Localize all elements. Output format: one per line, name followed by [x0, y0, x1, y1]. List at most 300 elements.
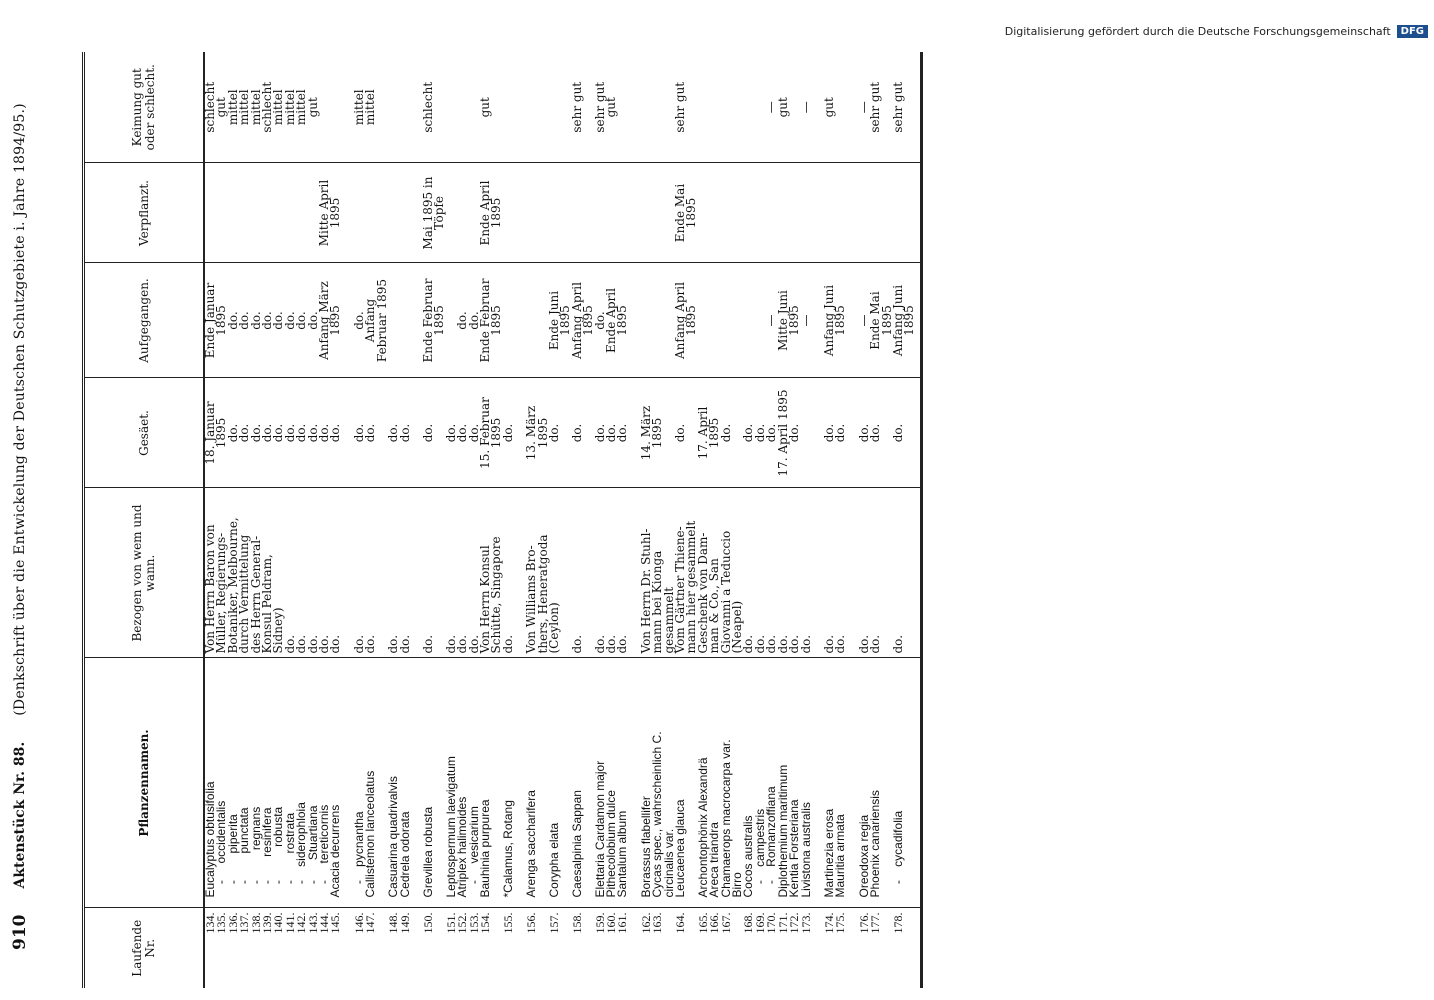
table-cell: [709, 263, 720, 378]
table-cell: Anfang: [365, 263, 376, 378]
table-cell: *Calamus, Rotang: [503, 658, 514, 908]
table-cell: gut: [821, 97, 836, 118]
table-cell: 17. April: [698, 378, 709, 488]
table-cell: do.: [801, 488, 812, 658]
table-cell: do.: [503, 378, 514, 488]
table-cell: Borassus flabellifer: [641, 658, 652, 908]
table-cell: do.: [457, 378, 468, 488]
table-row: [617, 52, 628, 988]
table-cell: (Neapel): [732, 488, 743, 658]
table-cell: 174.: [824, 908, 835, 988]
table-cell: 169.: [755, 908, 766, 988]
table-cell: Anfang April: [675, 263, 686, 378]
table-cell: [388, 52, 399, 163]
table-cell: do.: [330, 488, 341, 658]
table-cell: 167.: [721, 908, 732, 988]
table-header-row: [84, 52, 205, 988]
table-cell: [354, 163, 365, 263]
table-cell: Von Herrn Dr. Stuhl-: [641, 488, 652, 658]
digitization-text: Digitalisierung gefördert durch die Deutsche Forschungsgemeinschaft: [1004, 24, 1391, 38]
table-cell: mittel: [271, 89, 286, 126]
table-cell: do.: [870, 378, 881, 488]
table-cell: [503, 52, 514, 163]
table-row: [801, 52, 812, 988]
table-cell: [388, 263, 399, 378]
table-cell: Von Herrn Baron von: [204, 488, 216, 658]
table-cell: do.: [228, 263, 239, 378]
table-cell: do.: [308, 263, 319, 378]
table-cell: [526, 163, 537, 263]
table-cell: do.: [319, 488, 330, 658]
column-header: Aufgegangen.: [84, 263, 205, 378]
table-cell: [904, 163, 921, 263]
table-cell: do.: [365, 488, 376, 658]
table-cell: do.: [251, 378, 262, 488]
table-cell: do.: [893, 378, 904, 488]
table-cell: [377, 52, 388, 163]
table-cell: 158.: [572, 908, 583, 988]
table-cell: 1895: [330, 263, 341, 378]
table-cell: [652, 263, 663, 378]
table-cell: [514, 52, 526, 163]
table-cell: 1895: [216, 378, 227, 488]
table-cell: [583, 488, 594, 658]
table-cell: sehr gut: [673, 81, 688, 133]
table-cell: Cedrela odorata: [400, 658, 411, 908]
table-cell: 177.: [870, 908, 881, 988]
table-cell: [904, 488, 921, 658]
table-cell: [882, 488, 893, 658]
table-cell: Ende Februar: [480, 263, 491, 378]
table-cell: 178.: [893, 908, 904, 988]
table-cell: - campestris: [755, 658, 766, 908]
table-cell: 163.: [652, 908, 663, 988]
table-cell: [549, 163, 560, 263]
table-cell: do.: [859, 378, 870, 488]
table-cell: 18. Januar: [204, 378, 216, 488]
table-cell: Santalum album: [617, 658, 628, 908]
table-cell: (Ceylon): [549, 488, 560, 658]
table-cell: gesammelt: [664, 488, 675, 658]
table-cell: Casuarina quadrivalvis: [388, 658, 399, 908]
table-cell: [595, 163, 606, 263]
table-cell: Livistona australis: [801, 658, 812, 908]
table-cell: [652, 52, 663, 163]
table-cell: [641, 52, 652, 163]
table-cell: 1895: [686, 163, 697, 263]
column-header: Pflanzennamen.: [84, 658, 205, 908]
table-cell: [893, 163, 904, 263]
aktenstueck-title: Aktenstück Nr. 88.: [12, 741, 28, 889]
table-cell: 165.: [698, 908, 709, 988]
table-cell: do.: [755, 488, 766, 658]
table-cell: 171.: [778, 908, 789, 988]
table-cell: gut: [775, 97, 790, 118]
table-cell: 135.: [216, 908, 227, 988]
table-cell: do.: [606, 488, 617, 658]
table-cell: [617, 163, 628, 263]
table-cell: 17. April 1895: [778, 378, 789, 488]
table-cell: Leptospermum laevigatum: [446, 658, 457, 908]
table-cell: Anfang Juni: [893, 263, 904, 378]
table-cell: 1895: [709, 378, 720, 488]
table-cell: Acacia decurrens: [330, 658, 341, 908]
table-cell: [365, 163, 376, 263]
table-cell: do.: [239, 378, 250, 488]
table-cell: 1895: [216, 263, 227, 378]
table-cell: do.: [595, 263, 606, 378]
table-cell: [572, 163, 583, 263]
table-cell: do.: [423, 378, 434, 488]
table-cell: man & Co., San: [709, 488, 720, 658]
table-cell: do.: [273, 378, 284, 488]
column-header: Verpflanzt.: [84, 163, 205, 263]
table-cell: do.: [789, 488, 800, 658]
table-cell: [778, 163, 789, 263]
table-row: [675, 52, 686, 988]
table-cell: mittel: [248, 89, 263, 126]
table-cell: [801, 163, 812, 263]
table-cell: sehr gut: [890, 81, 905, 133]
table-cell: do.: [743, 378, 754, 488]
table-cell: 164.: [675, 908, 686, 988]
table-cell: do.: [319, 378, 330, 488]
table-cell: [400, 52, 411, 163]
table-cell: do.: [228, 378, 239, 488]
table-cell: - piperita: [228, 658, 239, 908]
table-cell: [526, 263, 537, 378]
table-cell: do.: [296, 488, 307, 658]
table-cell: [709, 163, 720, 263]
table-cell: 139.: [262, 908, 273, 988]
table-cell: Elettaria Cardamon major: [595, 658, 606, 908]
table-cell: gut: [477, 97, 492, 118]
table-cell: mittel: [237, 89, 252, 126]
table-cell: 1895: [491, 378, 502, 488]
table-cell: 141.: [285, 908, 296, 988]
table-cell: [560, 163, 571, 263]
table-cell: do.: [273, 263, 284, 378]
table-cell: 134.: [204, 908, 216, 988]
table-cell: 156.: [526, 908, 537, 988]
table-cell: do.: [755, 378, 766, 488]
table-cell: [617, 52, 628, 163]
table-cell: [824, 163, 835, 263]
table-cell: [503, 263, 514, 378]
table-row: [572, 52, 583, 988]
table-cell: Mitte April: [319, 163, 330, 263]
table-cell: do.: [285, 378, 296, 488]
table-cell: [457, 52, 468, 163]
table-cell: Bauhinia purpurea: [480, 658, 491, 908]
table-cell: Callistemon lanceolatus: [365, 658, 376, 908]
table-cell: durch Vermittelung: [239, 488, 250, 658]
table-body: [204, 52, 921, 988]
table-cell: [342, 163, 354, 263]
table-cell: Ende Januar: [204, 263, 216, 378]
table-cell: 1895: [491, 163, 502, 263]
table-cell: [514, 263, 526, 378]
table-cell: 13. März: [526, 378, 537, 488]
table-cell: Kentia Forsteriana: [789, 658, 800, 908]
table-cell: [789, 163, 800, 263]
table-cell: 170.: [766, 908, 777, 988]
digitization-credit: [588, 20, 1428, 42]
table-cell: 138.: [251, 908, 262, 988]
table-cell: Mauritia armata: [835, 658, 846, 908]
table-cell: gut: [604, 97, 618, 118]
table-cell: - siderophloia: [296, 658, 307, 908]
table-cell: do.: [549, 378, 560, 488]
table-cell: [882, 163, 893, 263]
table-cell: sehr gut: [592, 81, 607, 133]
table-cell: do.: [469, 378, 480, 488]
table-cell: [434, 52, 445, 163]
table-cell: 153.: [469, 908, 480, 988]
table-cell: [446, 52, 457, 163]
table-cell: [629, 263, 641, 378]
table-cell: 149.: [400, 908, 411, 988]
table-cell: [721, 52, 732, 163]
table-cell: thers, Heneratgoda: [538, 488, 549, 658]
table-cell: do.: [835, 488, 846, 658]
table-cell: Sidney): [273, 488, 284, 658]
table-cell: [285, 163, 296, 263]
table-cell: Atriplex halimoides: [457, 658, 468, 908]
table-cell: Arenga saccharifera: [526, 658, 537, 908]
table-cell: Archontophönix Alexandrä: [698, 658, 709, 908]
table-cell: do.: [469, 488, 480, 658]
table-cell: [904, 378, 921, 488]
table-cell: [526, 52, 537, 163]
table-cell: [204, 163, 216, 263]
table-row: [893, 52, 904, 988]
table-cell: 1895: [789, 263, 800, 378]
table-cell: do.: [388, 378, 399, 488]
table-cell: [904, 52, 921, 163]
table-cell: - tereticornis: [319, 658, 330, 908]
table-cell: [801, 378, 812, 488]
table-cell: [538, 163, 549, 263]
table-cell: mann hier gesammelt: [686, 488, 697, 658]
table-cell: 147.: [365, 908, 376, 988]
table-cell: 157.: [549, 908, 560, 988]
table-cell: do.: [365, 378, 376, 488]
table-cell: Mai 1895 in: [423, 163, 434, 263]
table-cell: Phoenix canariensis: [870, 658, 881, 908]
table-cell: do.: [859, 488, 870, 658]
table-cell: [709, 52, 720, 163]
table-cell: Corypha elata: [549, 658, 560, 908]
table-cell: [686, 52, 697, 163]
table-cell: —: [801, 263, 812, 378]
table-cell: Februar 1895: [377, 263, 388, 378]
table-cell: Ende April: [606, 263, 617, 378]
table-cell: do.: [354, 488, 365, 658]
table-cell: [904, 908, 921, 988]
table-cell: do.: [766, 378, 777, 488]
table-cell: [319, 52, 330, 163]
table-cell: [766, 163, 777, 263]
table-row: [503, 52, 514, 988]
table-cell: 151.: [446, 908, 457, 988]
table-cell: 155.: [503, 908, 514, 988]
table-cell: schlecht: [260, 81, 275, 133]
table-cell: - robusta: [273, 658, 284, 908]
table-cell: [411, 488, 423, 658]
table-cell: 1895: [330, 163, 341, 263]
table-cell: 140.: [273, 908, 284, 988]
table-cell: [388, 163, 399, 263]
table-cell: —: [766, 263, 777, 378]
table-cell: do.: [870, 488, 881, 658]
table-cell: [560, 488, 571, 658]
table-cell: do.: [308, 488, 319, 658]
table-cell: 1895: [904, 263, 921, 378]
table-row: [330, 52, 341, 988]
table-cell: do.: [835, 378, 846, 488]
table-cell: do.: [595, 488, 606, 658]
table-cell: [629, 163, 641, 263]
table-cell: - Stuartiana: [308, 658, 319, 908]
table-cell: Martinezia erosa: [824, 658, 835, 908]
table-cell: - rostrata: [285, 658, 296, 908]
table-cell: do.: [893, 488, 904, 658]
table-cell: do.: [262, 378, 273, 488]
table-row: [870, 52, 881, 988]
table-cell: do.: [308, 378, 319, 488]
table-cell: - pycnantha: [354, 658, 365, 908]
table-cell: Anfang März: [319, 263, 330, 378]
table-cell: do.: [617, 488, 628, 658]
table-cell: 160.: [606, 908, 617, 988]
table-cell: 1895: [835, 263, 846, 378]
table-cell: do.: [789, 378, 800, 488]
table-cell: —: [798, 101, 813, 114]
table-cell: Pithecolobium dulce: [606, 658, 617, 908]
table-cell: 154.: [480, 908, 491, 988]
table-cell: [216, 163, 227, 263]
page-header: [0, 0, 40, 1000]
table-cell: do.: [595, 378, 606, 488]
table-cell: Müller, Regierungs-: [216, 488, 227, 658]
table-cell: 1895: [882, 263, 893, 378]
table-cell: - punctata: [239, 658, 250, 908]
table-cell: do.: [572, 488, 583, 658]
table-cell: do.: [388, 488, 399, 658]
table-cell: 142.: [296, 908, 307, 988]
table-cell: 162.: [641, 908, 652, 988]
table-cell: do.: [469, 263, 480, 378]
table-cell: 175.: [835, 908, 846, 988]
table-cell: 1895: [583, 263, 594, 378]
table-cell: [859, 163, 870, 263]
table-cell: Leucaenea glauca: [675, 658, 686, 908]
table-cell: Birro: [732, 658, 743, 908]
table-cell: Von Herrn Konsul: [480, 488, 491, 658]
table-cell: [629, 52, 641, 163]
table-cell: Anfang Juni: [824, 263, 835, 378]
table-cell: [721, 163, 732, 263]
table-cell: Oreodoxa regia: [859, 658, 870, 908]
table-cell: - regnans: [251, 658, 262, 908]
table-cell: Diplothemium maritimum: [778, 658, 789, 908]
table-cell: [698, 52, 709, 163]
table-cell: do.: [285, 488, 296, 658]
table-cell: sehr gut: [868, 81, 883, 133]
table-cell: 166.: [709, 908, 720, 988]
table-cell: 145.: [330, 908, 341, 988]
table-cell: do.: [457, 488, 468, 658]
table-cell: 1895: [538, 378, 549, 488]
table-cell: [732, 52, 743, 163]
table-cell: do.: [330, 378, 341, 488]
table-cell: [641, 163, 652, 263]
table-cell: - resinifera: [262, 658, 273, 908]
table-cell: 172.: [789, 908, 800, 988]
table-cell: 146.: [354, 908, 365, 988]
table-cell: do.: [446, 378, 457, 488]
table-cell: [446, 163, 457, 263]
table-cell: [835, 163, 846, 263]
table-cell: [812, 488, 824, 658]
table-cell: Töpfe: [434, 163, 445, 263]
table-cell: [549, 52, 560, 163]
table-cell: do.: [239, 263, 250, 378]
table-cell: des Herrn General-: [251, 488, 262, 658]
table-cell: [652, 163, 663, 263]
table-cell: Chamaerops macrocarpa var.: [721, 658, 732, 908]
table-cell: 15. Februar: [480, 378, 491, 488]
table-cell: [732, 263, 743, 378]
table-row: [526, 52, 537, 988]
table-cell: Giovanni a Teduccio: [721, 488, 732, 658]
table-cell: 1895: [434, 263, 445, 378]
table-cell: do.: [251, 263, 262, 378]
table-cell: [812, 163, 824, 263]
table-cell: 136.: [228, 908, 239, 988]
table-cell: do.: [778, 488, 789, 658]
table-cell: [377, 163, 388, 263]
table-cell: do.: [354, 378, 365, 488]
table-row: [423, 52, 434, 988]
table-cell: [491, 52, 502, 163]
table-cell: 14. März: [641, 378, 652, 488]
table-cell: sehr gut: [569, 81, 584, 133]
table-cell: [606, 163, 617, 263]
table-cell: [870, 163, 881, 263]
table-cell: [239, 163, 250, 263]
table-cell: [538, 52, 549, 163]
table-cell: do.: [606, 378, 617, 488]
table-cell: Eucalyptus obtusifolia: [204, 658, 216, 908]
table-cell: gut: [305, 97, 320, 118]
table-cell: [641, 263, 652, 378]
table-cell: mittel: [225, 89, 240, 126]
table-cell: 1895: [652, 378, 663, 488]
table-cell: mittel: [363, 89, 378, 126]
table-cell: schlecht: [420, 81, 435, 133]
table-row: [400, 52, 411, 988]
table-cell: do.: [423, 488, 434, 658]
table-cell: - Romanzoffiana: [766, 658, 777, 908]
table-cell: - cycadifolia: [893, 658, 904, 908]
table-cell: Konsul Peldram,: [262, 488, 273, 658]
table-cell: mann bei Kionga: [652, 488, 663, 658]
table-cell: [743, 263, 754, 378]
table-cell: [503, 163, 514, 263]
table-cell: 148.: [388, 908, 399, 988]
